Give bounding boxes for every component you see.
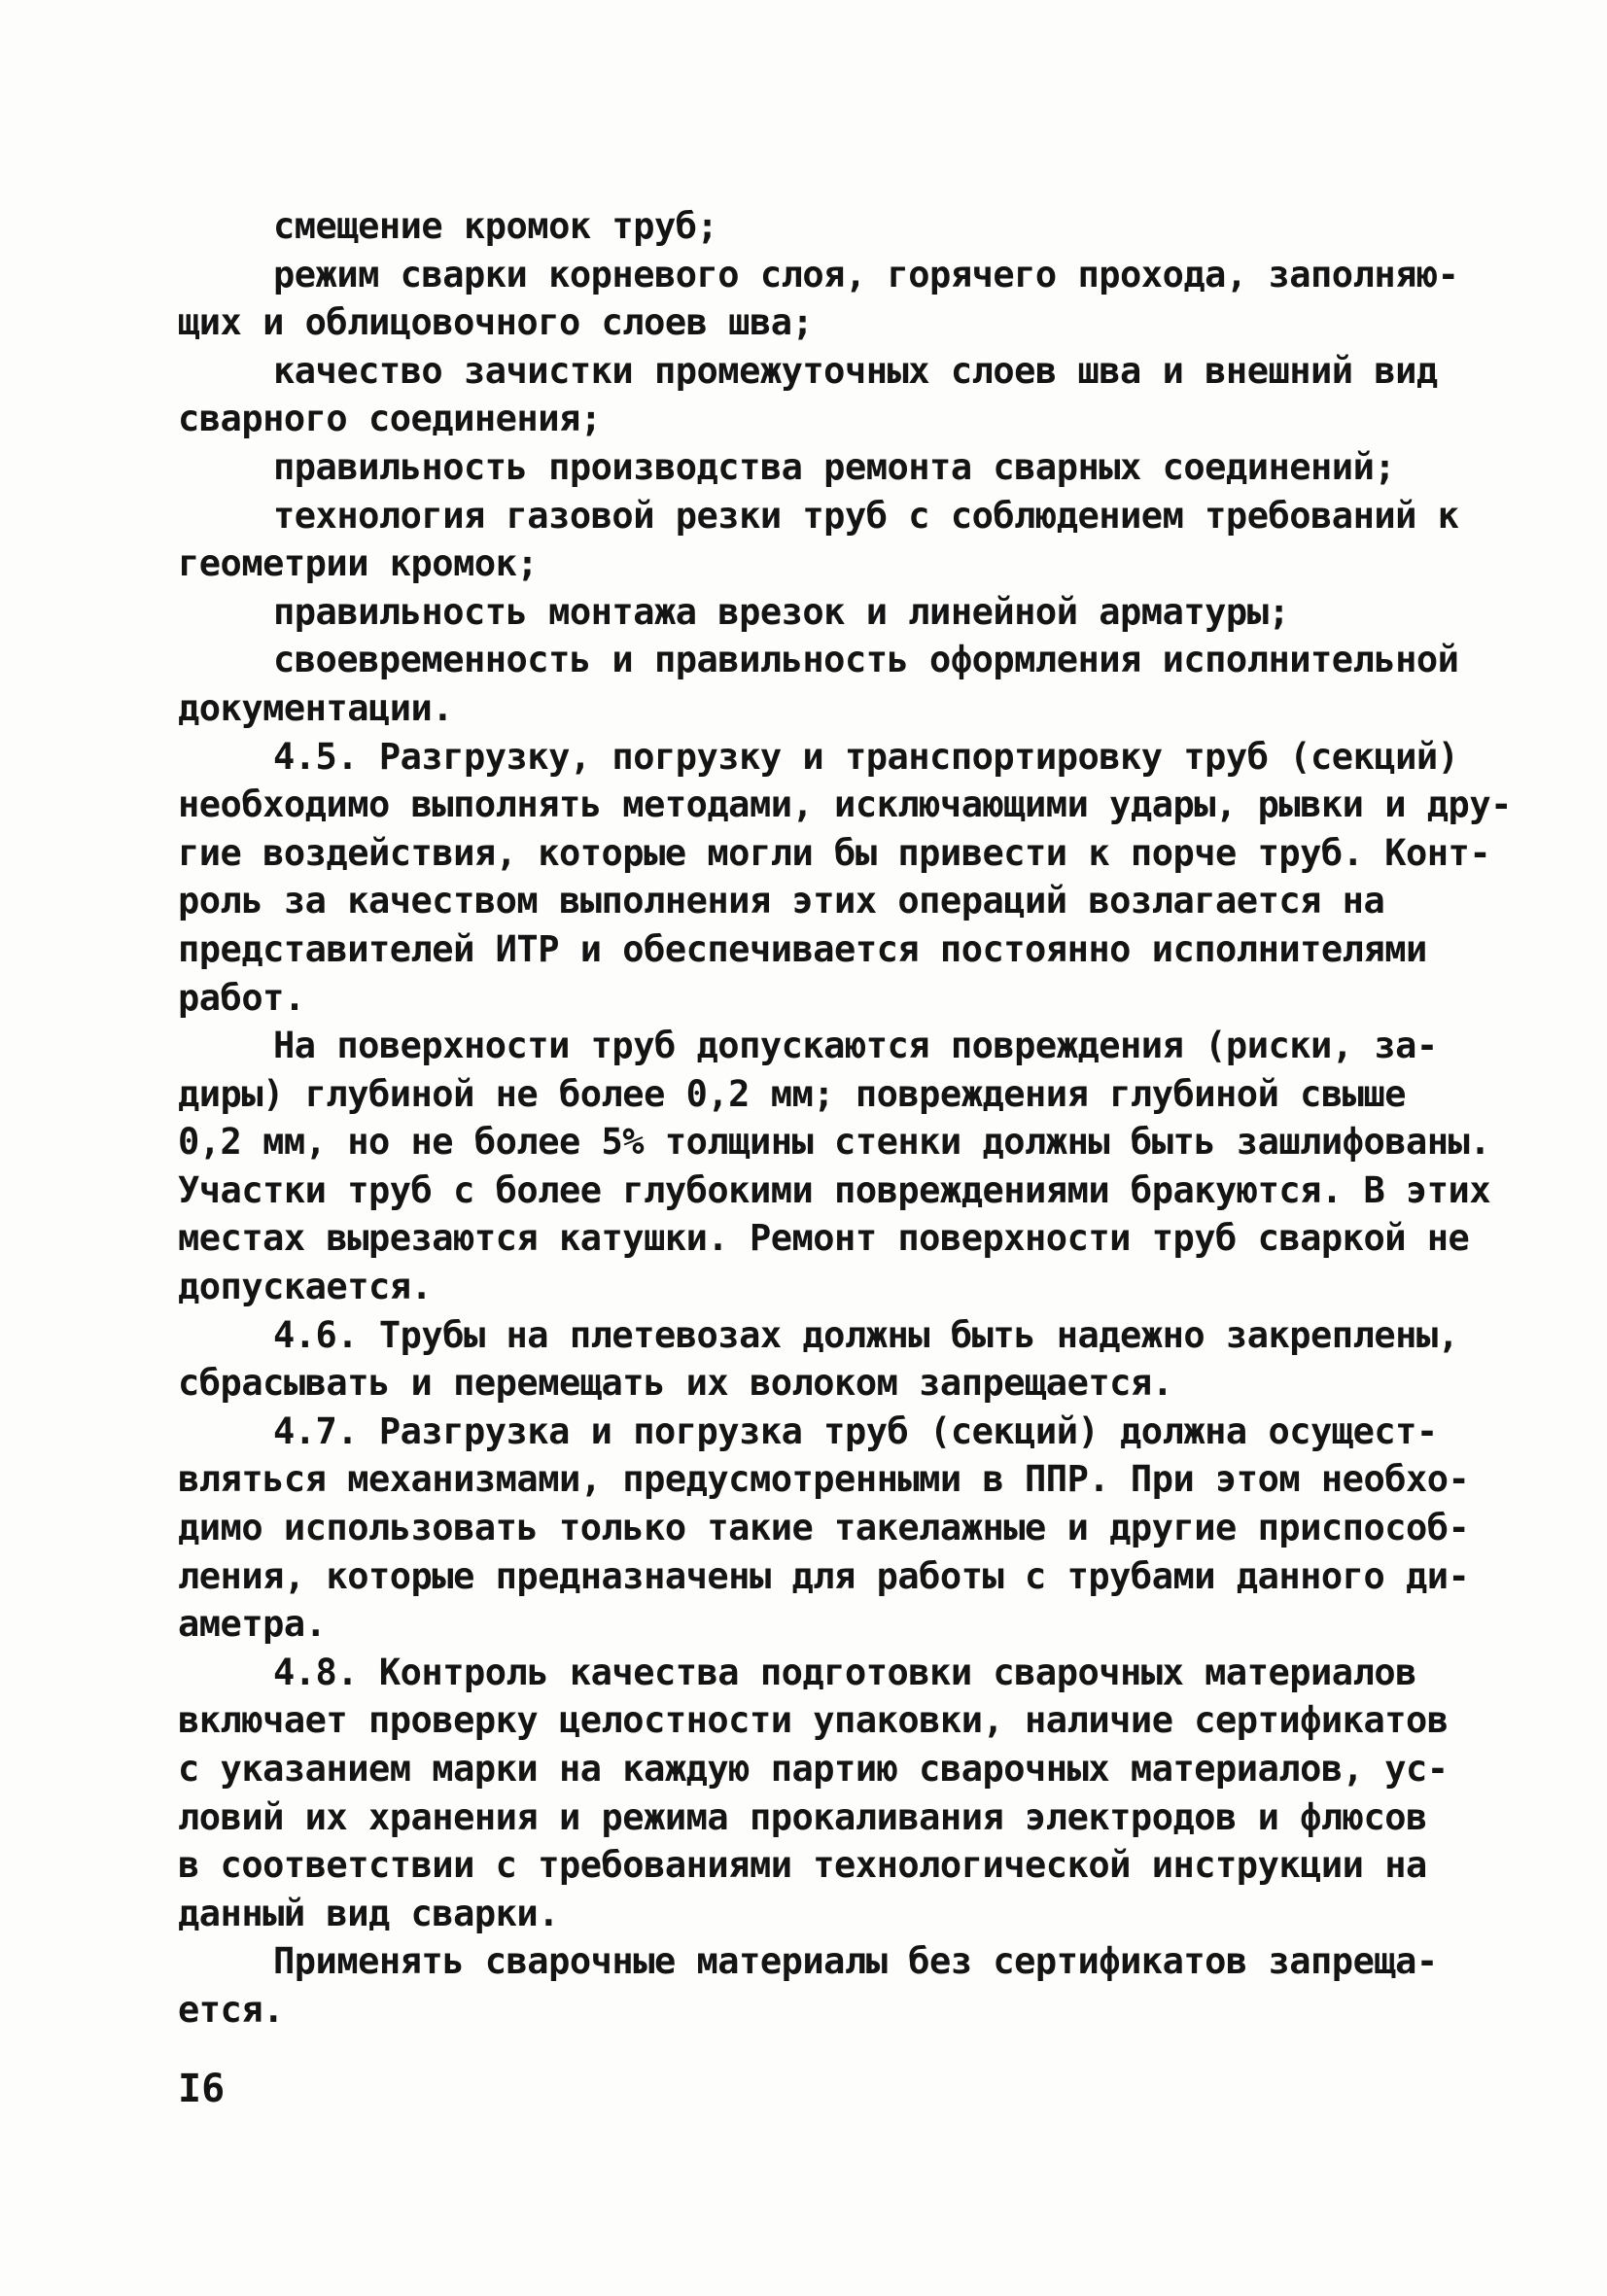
page-number: I6 [178,2067,226,2111]
text-line: ется. [178,1988,284,2031]
text-line: 0,2 мм, но не более 5% толщины стенки должны быть зашлифованы. [178,1121,1491,1164]
text-line: щих и облицовочного слоев шва; [178,301,814,344]
text-line: в соответствии с требованиями технологической инструкции на [178,1844,1427,1887]
text-line: правильность производства ремонта сварных соединений; [273,445,1396,488]
text-line: вляться механизмами, предусмотренными в ППР. При этом необхо- [178,1458,1470,1501]
text-line: диры) глубиной не более 0,2 мм; повреждения глубиной свыше [178,1072,1407,1115]
text-line: данный вид сварки. [178,1892,559,1934]
text-line: представителей ИТР и обеспечивается постоянно исполнителями [178,927,1427,970]
text-line: На поверхности труб допускаются повреждения (риски, за- [273,1025,1438,1067]
text-line: сварного соединения; [178,398,602,440]
section-4-6-heading-line: 4.6. Трубы на плетевозах должны быть надежно закреплены, [273,1313,1459,1356]
text-line: правильность монтажа врезок и линейной арматуры; [273,590,1290,633]
text-line: документации. [178,686,454,729]
text-line: режим сварки корневого слоя, горячего прохода, заполняю- [273,253,1459,296]
text-line: аметра. [178,1603,327,1646]
text-line: роль за качеством выполнения этих операций возлагается на [178,880,1385,922]
text-line: технология газовой резки труб с соблюдением требований к [273,494,1459,537]
text-line: смещение кромок труб; [273,205,718,247]
section-4-7-heading-line: 4.7. Разгрузка и погрузка труб (секций) должна осущест- [273,1409,1438,1452]
section-4-5-heading-line: 4.5. Разгрузку, погрузку и транспортировку труб (секций) [273,735,1459,778]
text-line: работ. [178,976,305,1019]
text-line: допускается. [178,1266,433,1308]
text-line: своевременность и правильность оформления исполнительной [273,639,1459,681]
text-line: Применять сварочные материалы без сертификатов запреща- [273,1940,1438,1983]
text-line: геометрии кромок; [178,542,539,585]
text-line: Участки труб с более глубокими повреждениями бракуются. В этих [178,1168,1491,1211]
text-line: с указанием марки на каждую партию сварочных материалов, ус- [178,1748,1449,1790]
text-line: местах вырезаются катушки. Ремонт поверхности труб сваркой не [178,1217,1470,1260]
text-line: включает проверку целостности упаковки, наличие сертификатов [178,1699,1449,1742]
text-line: димо использовать только такие такелажные и другие приспособ- [178,1507,1470,1549]
body-text [178,202,1512,2035]
text-line: качество зачистки промежуточных слоев шва и внешний вид [273,349,1438,392]
section-4-8-heading-line: 4.8. Контроль качества подготовки сварочных материалов [273,1651,1416,1693]
text-line: необходимо выполнять методами, исключающими удары, рывки и дру- [178,783,1512,826]
text-line: ловий их хранения и режима прокаливания электродов и флюсов [178,1795,1427,1838]
text-line: гие воздействия, которые могли бы привести к порче труб. Конт- [178,831,1491,874]
text-line: сбрасывать и перемещать их волоком запрещается. [178,1362,1173,1405]
text-line: ления, которые предназначены для работы с трубами данного ди- [178,1554,1470,1597]
